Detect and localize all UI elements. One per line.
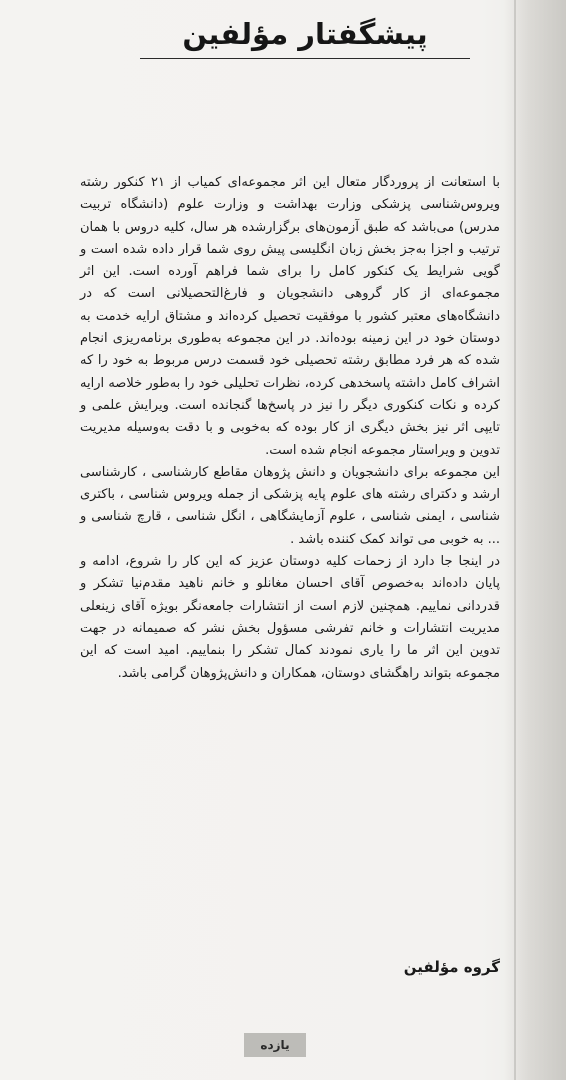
preface-body [80,172,500,685]
adjacent-page-edge [504,0,566,1080]
paragraph-intro: با استعانت از پروردگار متعال این اثر مجموعه‌ای کمیاب از ۲۱ کنکور رشته ویروس‌شناسی پزشکی وزارت بهداشت و وزارت علوم (دانشگاه تربیت مدرس) می‌باشد که طبق آزمون‌های برگزارشده هر سال، کلیه دروس با همان ترتیب و اجزا به‌جز بخش زبان انگلیسی پیش روی شما قرار داده شده است و گویی شرایط یک کنکور کامل را برای شما فراهم آورده است. این اثر مجموعه‌ای از کار گروهی دانشجویان و فارغ‌التحصیلانی است که در دانشگاه‌های معتبر کشور با موفقیت تحصیل کرده‌اند و مشتاق ارایه خدمت به دوستان خود در این زمینه بوده‌اند. در این مجموعه به‌طوری برنامه‌ریزی انجام شده که هر فرد مطابق رشته تحصیلی خود قسمت درس مربوط به خود را که اشراف کامل داشته پاسخدهی کرده، نظرات تحلیلی خود را به‌طور خلاصه ارایه کرده و نکات کنکوری دیگر را نیز در پاسخ‌ها گنجانده است. ویرایش علمی و تایپی اثر نیز بخش دیگری از کار بوده که به‌خوبی و با دقت به‌وسیله مدیریت تدوین و ویراستار مجموعه انجام شده است. [80,175,500,458]
title-underline [140,58,470,59]
paragraph-audience: این مجموعه برای دانشجویان و دانش پژوهان مقاطع کارشناسی ، کارشناسی ارشد و دکترای رشته های علوم پایه پزشکی از جمله ویروس شناسی ، باکتری شناسی ، ایمنی شناسی ، علوم آزمایشگاهی ، انگل شناسی ، قارچ شناسی و ... به خوبی می تواند کمک کننده باشد . [80,464,500,547]
page-title: پیشگفتار مؤلفین [182,17,428,51]
authors-signature: گروه مؤلفین [403,958,500,976]
page-number-badge: یازده [244,1033,306,1057]
paragraph-thanks: در اینجا جا دارد از زحمات کلیه دوستان عزیز که این کار را شروع، ادامه و پایان داده‌اند به‌خصوص آقای احسان مغانلو و خانم ناهید مقدم‌نیا تشکر و قدردانی نماییم. همچنین لازم است از انتشارات جامعه‌نگر بویژه آقای زینعلی مدیریت انتشارات و خانم تفرشی مسؤول بخش نشر که صمیمانه در جهت تدوین این اثر ما را یاری نمودند کمال تشکر را بنماییم. امید است که این مجموعه بتواند راهگشای دوستان، همکاران و دانش‌پژوهان گرامی باشد. [80,554,500,681]
